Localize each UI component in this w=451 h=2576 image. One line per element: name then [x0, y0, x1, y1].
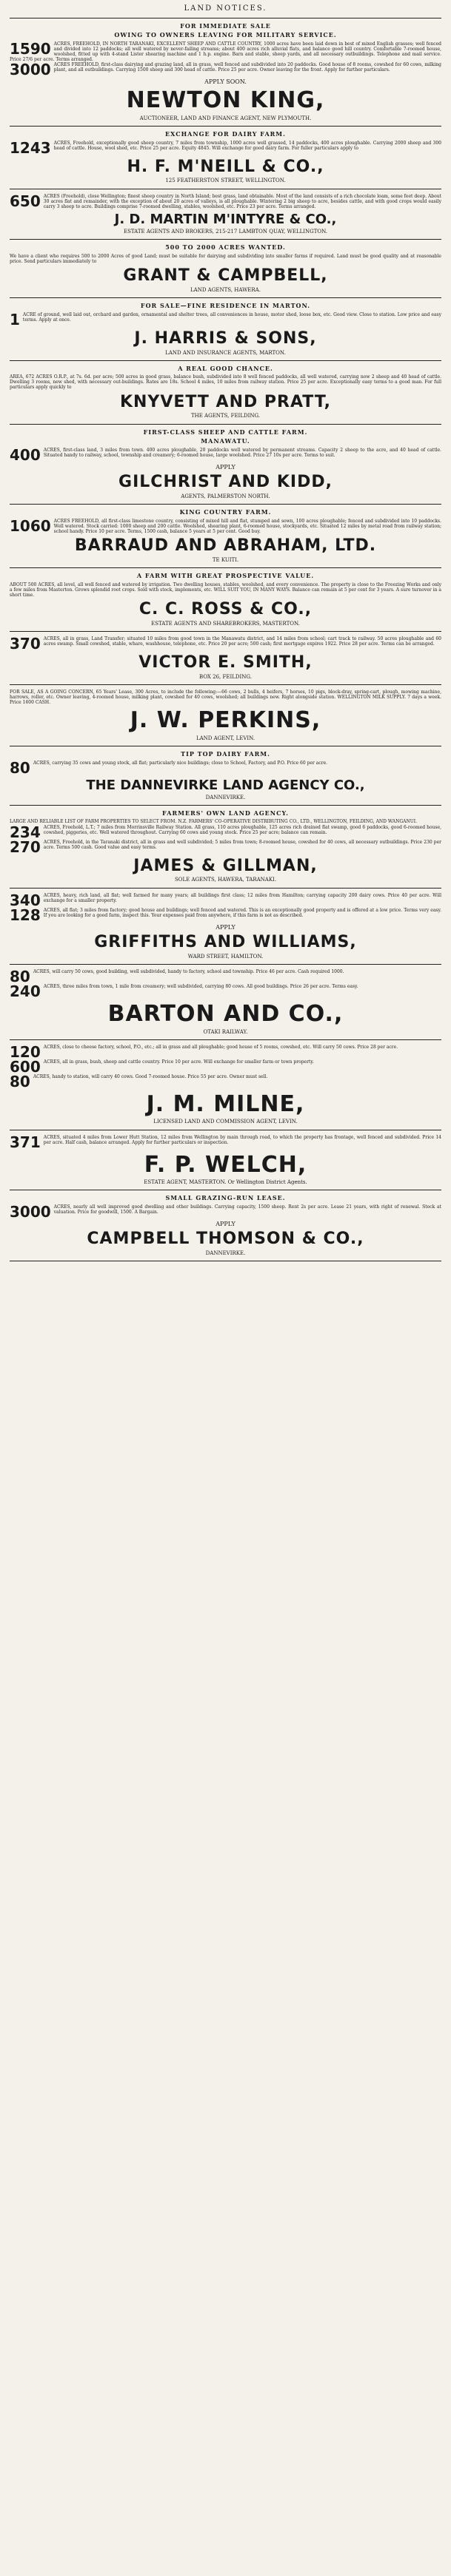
ad-heading: FARMERS' OWN LAND AGENCY.	[162, 809, 289, 817]
ad-paragraph	[10, 1204, 441, 1219]
firm-name: BARRAUD AND ABRAHAM, LTD.	[74, 536, 377, 555]
acreage-number: 1060	[10, 516, 51, 535]
ad-subheading: OWING TO OWNERS LEAVING FOR MILITARY SERVICE.	[114, 31, 337, 39]
firm-signature	[10, 653, 441, 672]
ad-ad10	[10, 636, 441, 680]
ad-paragraph	[10, 194, 441, 209]
divider	[10, 126, 441, 127]
acreage-number: 1243	[10, 138, 51, 157]
apply-line: APPLY SOON.	[204, 78, 247, 85]
column-header: LAND NOTICES.	[184, 4, 267, 13]
paragraph-text: ACRES, carrying 35 cows and young stock, all flat; particularly nice buildings; close to School, Factory, and P.O. Price 60 per acre.	[33, 760, 328, 766]
firm-address: 125 FEATHERSTON STREET, WELLINGTON.	[165, 178, 286, 184]
paragraph-text: ACRES, situated 4 miles from Lower Hutt Station, 12 miles from Wellington by main through road, to which the property has frontage, well fenced and subdivided. Price 14 per acre. Half cash, balance arranged. Apply for further particulars or inspection.	[43, 1134, 441, 1145]
firm-signature	[10, 778, 441, 793]
ad-ad8	[10, 509, 441, 563]
divider	[10, 964, 441, 965]
acreage-number: 600	[10, 1058, 41, 1076]
divider	[10, 1039, 441, 1040]
ad-body-text: FOR SALE, AS A GOING CONCERN, 65 Years' Lease, 300 Acres, to include the following:—66 cows, 2 bulls, 4 heifers, 7 horses, 10 pigs, block-dray, spring-cart, plough, mowing machine, harrows, roller, etc. Owner leaving, 4-roomed house, milking plant, cowshed for 40 cows, woolshed; all buildings new. Right alongside station. WELLINGTON MILK SUPPLY. 7 days a week. Price 1600 CASH.	[10, 689, 441, 706]
divider	[10, 684, 441, 685]
ad-paragraph	[10, 41, 441, 62]
firm-name: J. D. MARTIN M'INTYRE & CO.,	[114, 211, 337, 227]
paragraph-text: ACRES, all in grass, Land Transfer; situated 10 miles from good town in the Manawatu district, and 14 miles from school; cart track to railway. 50 acres ploughable and 60 acres swamp. Small cowshed, stable, whare, washhouse, telephone, etc. Price 20 per acre; 500 cash; first mortgage expires 1922. Price 28 per acre. Terms can be arranged.	[43, 636, 441, 647]
firm-signature	[10, 87, 441, 113]
ad-paragraph	[10, 825, 441, 840]
ad-heading: A FARM WITH GREAT PROSPECTIVE VALUE.	[136, 572, 315, 580]
ad-ad16	[10, 1045, 441, 1125]
acreage-number: 128	[10, 906, 41, 924]
acreage-number: 650	[10, 192, 41, 210]
ad-paragraph	[10, 636, 441, 651]
divider	[10, 888, 441, 889]
paragraph-text: ACRES FREEHOLD, all first-class limestone country, consisting of mixed hill and flat, stumped and sown, 100 acres ploughable; fenced and subdivided into 10 paddocks. Well watered. Stock carried: 1000 sheep and 200 cattle. Woolshed, shearing plant, 6-roomed house, stockyards, etc. Situated 12 miles by metal road from railway station; school handy. Price 10 per acre. Terms, 1500 cash, balance 5 years at 5 per cent. Good buy.	[53, 518, 441, 534]
newspaper-column	[10, 0, 441, 1261]
acreage-number: 340	[10, 891, 41, 909]
ad-body-text: AREA, 672 ACRES O.R.P., at 7s. 6d. per acre; 500 acres in good grass, balance bush, subdivided into 8 well fenced paddocks, all well watered, carrying now 2 sheep and 40 head of cattle. Dwelling 3 rooms, new shed, with necessary out-buildings. Rates are 18s. School 4 miles, 10 miles from railway station. Price 25 per acre. Exceptionally easy terms to a good man. For full particulars apply quickly to	[10, 374, 441, 391]
ad-ad7	[10, 429, 441, 500]
ad-paragraph	[10, 1074, 441, 1089]
ad-ad6	[10, 365, 441, 419]
acreage-number: 371	[10, 1133, 41, 1151]
ad-ad2	[10, 131, 441, 184]
paragraph-text: ACRES, close to cheese factory, school, P.O., etc.; all in grass and all ploughable; good house of 5 rooms, cowshed, etc. Will carry 50 cows. Price 28 per acre.	[43, 1045, 398, 1050]
firm-name: NEWTON KING,	[126, 87, 325, 114]
acreage-number: 80	[10, 1073, 30, 1090]
firm-address: ESTATE AGENTS AND BROKERS, 215-217 LAMBTON QUAY, WELLINGTON.	[123, 229, 328, 235]
acreage-number: 370	[10, 635, 41, 653]
ad-paragraph	[10, 1045, 441, 1059]
ad-ad4	[10, 244, 441, 293]
firm-address: BOX 26, FEILDING.	[199, 673, 252, 680]
firm-signature	[10, 933, 441, 952]
paragraph-text: ACRES, all flat; 3 miles from factory; good house and buildings; well fenced and watered. This is an exceptionally good property and is offered at a low price. Terms very easy. If you are looking for a good farm, inspect this. Your expenses paid from anywhere, if this farm is not as described.	[43, 907, 441, 918]
paragraph-text: ACRES, will carry 50 cows, good building, well subdivided, handy to factory, school and township. Price 46 per acre. Cash required 1000.	[33, 969, 344, 975]
firm-name: THE DANNEVIRKE LAND AGENCY CO.,	[86, 777, 365, 793]
ad-heading: KING COUNTRY FARM.	[179, 508, 272, 516]
ad-body-text: We have a client who requires 500 to 2000 Acres of good Land; must be suitable for dairying and subdividing into smaller farms if required. Land must be good quality and at reasonable price. Send particulars immediately to	[10, 253, 441, 264]
ad-ad3	[10, 194, 441, 235]
ad-ad17	[10, 1135, 441, 1186]
acreage-number: 270	[10, 837, 41, 856]
firm-address: DANNEVIRKE.	[205, 794, 246, 800]
paragraph-text: ACRES, Freehold, exceptionally good sheep country, 7 miles from township, 1000 acres well grassed, 14 paddocks, 400 acres ploughable. Carrying 2000 sheep and 300 head of cattle. House, wool shed, etc. Price 25 per acre. Equity 4845. Will exchange for good dairy farm. For fuller particulars apply to	[53, 140, 441, 151]
firm-signature	[10, 536, 441, 556]
acreage-number: 80	[10, 968, 30, 986]
ad-body-text: ABOUT 500 ACRES, all level, all well fenced and watered by irrigation. Two dwelling houses, stables, woolshed, and every convenience. The property is close to the Freezing Works and only a few miles from Masterton. Grows splendid root crops. Sold with stock, implements, etc. WILL SUIT YOU, IN MANY WAYS. Balance can remain at 5 per cent for 3 years. A sure turnover in a short time.	[10, 581, 441, 598]
ad-ad15	[10, 969, 441, 1035]
divider	[10, 631, 441, 632]
paragraph-text: ACRES, Freehold, L.T.; 7 miles from Morrinsville Railway Station. All grass, 110 acres ploughable, 125 acres rich drained flat swamp, good 6 paddocks, good 6-roomed house, cowshed, piggeries, etc. Well watered throughout. Carrying 60 cows and young stock. Price 25 per acre; balance can remain.	[43, 824, 441, 835]
paragraph-text: ACRES FREEHOLD, first-class dairying and grazing land, all in grass, well fenced and subdivided into 20 paddocks. Good house of 8 rooms, cowshed for 60 cows, milking plant, and all outbuildings. Carrying 1500 sheep and 300 head of cattle. Price 25 per acre. Owner leaving for the front. Apply for further particulars.	[53, 61, 441, 73]
ad-heading: 500 TO 2000 ACRES WANTED.	[165, 243, 286, 252]
paragraph-text: ACRES, first-class land, 3 miles from town. 400 acres ploughable, 20 paddocks well watered by permanent streams. Capacity 2 sheep to the acre, and 40 head of cattle. Situated handy to railway, school, township and creamery; 6-roomed house, large woolshed. Price 27 10s per acre. Terms to suit.	[43, 447, 441, 458]
ad-heading: A REAL GOOD CHANCE.	[178, 364, 273, 372]
paragraph-text: ACRES, Freehold, in the Taranaki district, all in grass and well subdivided; 5 miles from town; 8-roomed house, cowshed for 40 cows, all necessary outbuildings. Price 230 per acre. Terms 500 cash. Good value and easy terms.	[43, 839, 441, 850]
ad-ad9	[10, 573, 441, 627]
firm-address: LAND AGENT, LEVIN.	[196, 735, 255, 741]
ad-paragraph	[10, 312, 441, 327]
firm-address: AGENTS, PALMERSTON NORTH.	[181, 493, 270, 499]
firm-address: LAND AND INSURANCE AGENTS, MARTON.	[165, 349, 286, 356]
acreage-number: 234	[10, 823, 41, 841]
divider	[10, 805, 441, 806]
paragraph-text: ACRES, nearly all well improved good dwelling and other buildings. Carrying capacity, 1500 sheep. Rent 2s per acre. Lease 21 years, with right of renewal. Stock at valuation. Price for goodwill, 1500. A Bargain.	[53, 1204, 441, 1215]
ad-paragraph	[10, 984, 441, 999]
apply-line: APPLY	[216, 923, 235, 931]
ad-paragraph	[10, 893, 441, 908]
ad-subheading: MANAWATU.	[201, 437, 250, 445]
ad-ad18	[10, 1195, 441, 1256]
divider	[10, 360, 441, 361]
firm-address: ESTATE AGENTS AND SHAREBROKERS, MASTERTON.	[151, 620, 300, 627]
firm-signature	[10, 212, 441, 227]
ad-heading: EXCHANGE FOR DAIRY FARM.	[165, 130, 286, 138]
firm-signature	[10, 1091, 441, 1117]
paragraph-text: ACRE of ground, well laid out, orchard and garden, ornamental and shelter trees, all conveniences in house, motor shed, loose box, etc. Good view. Close to station. Low price and easy terms. Apply at once.	[22, 311, 441, 323]
firm-address: WARD STREET, HAMILTON.	[187, 954, 264, 960]
paragraph-text: ACRES, heavy, rich land, all flat; well farmed for many years; all buildings first class; 12 miles from Hamilton; carrying capacity 200 dairy cows. Price 40 per acre. Will exchange for a smaller property.	[43, 892, 441, 903]
apply-line: APPLY	[216, 1220, 235, 1227]
firm-name: KNYVETT AND PRATT,	[119, 392, 332, 411]
firm-address: LAND AGENTS, HAWERA.	[190, 286, 261, 293]
ad-paragraph	[10, 516, 441, 535]
paragraph-text: ACRES (Freehold), close Wellington; finest sheep country in North Island; best grass, land obtainable. Most of the land consists of a rich chocolate loam, some feet deep. About 30 acres flat and remainder, with the exception of about 20 acres of valleys, is all ploughable. Wintering 2 big sheep to acre, besides cattle, and with good crops would easily carry 3 sheep to acre. Buildings comprise 7-roomed dwelling, stables, woolshed, etc. Price 23 per acre. Terms arranged.	[43, 193, 441, 209]
firm-name: CAMPBELL THOMSON & CO.,	[87, 1230, 364, 1249]
firm-signature	[10, 266, 441, 286]
firm-name: BARTON AND CO.,	[107, 1001, 344, 1028]
firm-signature	[10, 158, 441, 177]
firm-name: H. F. M'NEILL & CO.,	[127, 157, 324, 176]
ad-heading: TIP TOP DAIRY FARM.	[181, 750, 270, 758]
firm-address: SOLE AGENTS, HAWERA, TARANAKI.	[174, 877, 277, 883]
ad-ad11	[10, 689, 441, 741]
firm-signature	[10, 600, 441, 619]
firm-name: VICTOR E. SMITH,	[138, 653, 313, 672]
ads-list	[10, 23, 441, 1262]
ad-ad13	[10, 810, 441, 883]
ad-paragraph	[10, 1059, 441, 1074]
ad-body-text: LARGE AND RELIABLE LIST OF FARM PROPERTIES TO SELECT FROM. N.Z. FARMERS' CO-OPERATIVE DISTRIBUTING CO., LTD., WELLINGTON, FEILDING, AND WANGANUI.	[10, 819, 418, 825]
ad-heading: SMALL GRAZING-RUN LEASE.	[165, 1194, 286, 1202]
paragraph-text: ACRES, all in grass, bush, sheep and cattle country. Price 10 per acre. Will exchange for smaller farm or town property.	[43, 1059, 314, 1065]
firm-name: GRANT & CAMPBELL,	[123, 266, 328, 286]
firm-address: OTAKI RAILWAY.	[203, 1028, 248, 1035]
firm-signature	[10, 707, 441, 733]
firm-address: LICENSED LAND AND COMMISSION AGENT, LEVIN.	[153, 1119, 298, 1125]
ad-paragraph	[10, 62, 441, 77]
ad-paragraph	[10, 1135, 441, 1150]
paragraph-text: ACRES, three miles from town, 1 mile from creamery; well subdivided, carrying 80 cows. All good buildings. Price 26 per acre. Terms easy.	[43, 984, 358, 990]
firm-address: TE KUITI.	[212, 556, 239, 563]
divider	[10, 297, 441, 298]
ad-ad14	[10, 893, 441, 960]
acreage-number: 3000	[10, 1202, 51, 1221]
acreage-number: 240	[10, 982, 41, 1001]
firm-signature	[10, 329, 441, 348]
firm-signature	[10, 1152, 441, 1178]
firm-name: GRIFFITHS AND WILLIAMS,	[94, 933, 357, 952]
divider	[10, 567, 441, 568]
ad-paragraph	[10, 758, 441, 777]
firm-name: JAMES & GILLMAN,	[133, 856, 318, 875]
firm-signature	[10, 857, 441, 876]
acreage-number: 80	[10, 758, 30, 777]
ad-paragraph	[10, 445, 441, 464]
paragraph-text: ACRES, handy to station, will carry 40 cows. Good 7-roomed house. Price 55 per acre. Owner must sell.	[33, 1074, 268, 1079]
firm-address: DANNEVIRKE.	[205, 1250, 246, 1257]
firm-address: ESTATE AGENT, MASTERTON. Or Wellington District Agents.	[144, 1179, 307, 1186]
acreage-number: 120	[10, 1043, 41, 1061]
ad-paragraph	[10, 138, 441, 157]
ad-heading: FOR SALE—FINE RESIDENCE IN MARTON.	[140, 302, 311, 310]
firm-name: C. C. ROSS & CO.,	[138, 599, 313, 618]
firm-name: J. M. MILNE,	[146, 1091, 305, 1117]
firm-name: J. W. PERKINS,	[130, 707, 321, 734]
acreage-number: 1	[10, 310, 20, 328]
firm-signature	[10, 1001, 441, 1027]
firm-address: AUCTIONEER, LAND AND FINANCE AGENT, NEW PLYMOUTH.	[139, 115, 312, 121]
apply-line: APPLY	[216, 463, 235, 471]
ad-ad1	[10, 23, 441, 121]
divider	[10, 424, 441, 425]
ad-paragraph	[10, 837, 441, 856]
acreage-number: 400	[10, 445, 41, 464]
firm-name: F. P. WELCH,	[144, 1151, 307, 1178]
paragraph-text: ACRES, FREEHOLD, IN NORTH TARANAKI, EXCELLENT SHEEP AND CATTLE COUNTRY, 1000 acres have been laid down in best of mixed English grasses; well fenced and divided into 12 paddocks; all well watered by never-failing streams; about 400 acres rich alluvial flats, and balance good hill country. Comfortable 7-roomed house, woolshed, fitted up with 4-stand Lister shearing machine and 1 h.p. engine. Barn and stable, sheep yards, and all necessary outbuildings. Telephone and mail service. Price 27/6 per acre. Terms arranged.	[10, 41, 441, 62]
ad-heading: FIRST-CLASS SHEEP AND CATTLE FARM.	[143, 428, 308, 436]
firm-address: THE AGENTS, FEILDING.	[190, 413, 261, 419]
ad-paragraph	[10, 908, 441, 923]
divider	[10, 239, 441, 240]
acreage-number: 1590	[10, 39, 51, 58]
ad-ad5	[10, 303, 441, 356]
firm-name: GILCHRIST AND KIDD,	[118, 473, 333, 492]
acreage-number: 3000	[10, 60, 51, 78]
divider	[10, 504, 441, 505]
ad-heading: FOR IMMEDIATE SALE	[180, 21, 271, 30]
ad-paragraph	[10, 969, 441, 984]
firm-signature	[10, 393, 441, 412]
firm-name: J. HARRIS & SONS,	[134, 328, 317, 348]
firm-signature	[10, 473, 441, 492]
ad-ad12	[10, 751, 441, 800]
firm-signature	[10, 1230, 441, 1249]
